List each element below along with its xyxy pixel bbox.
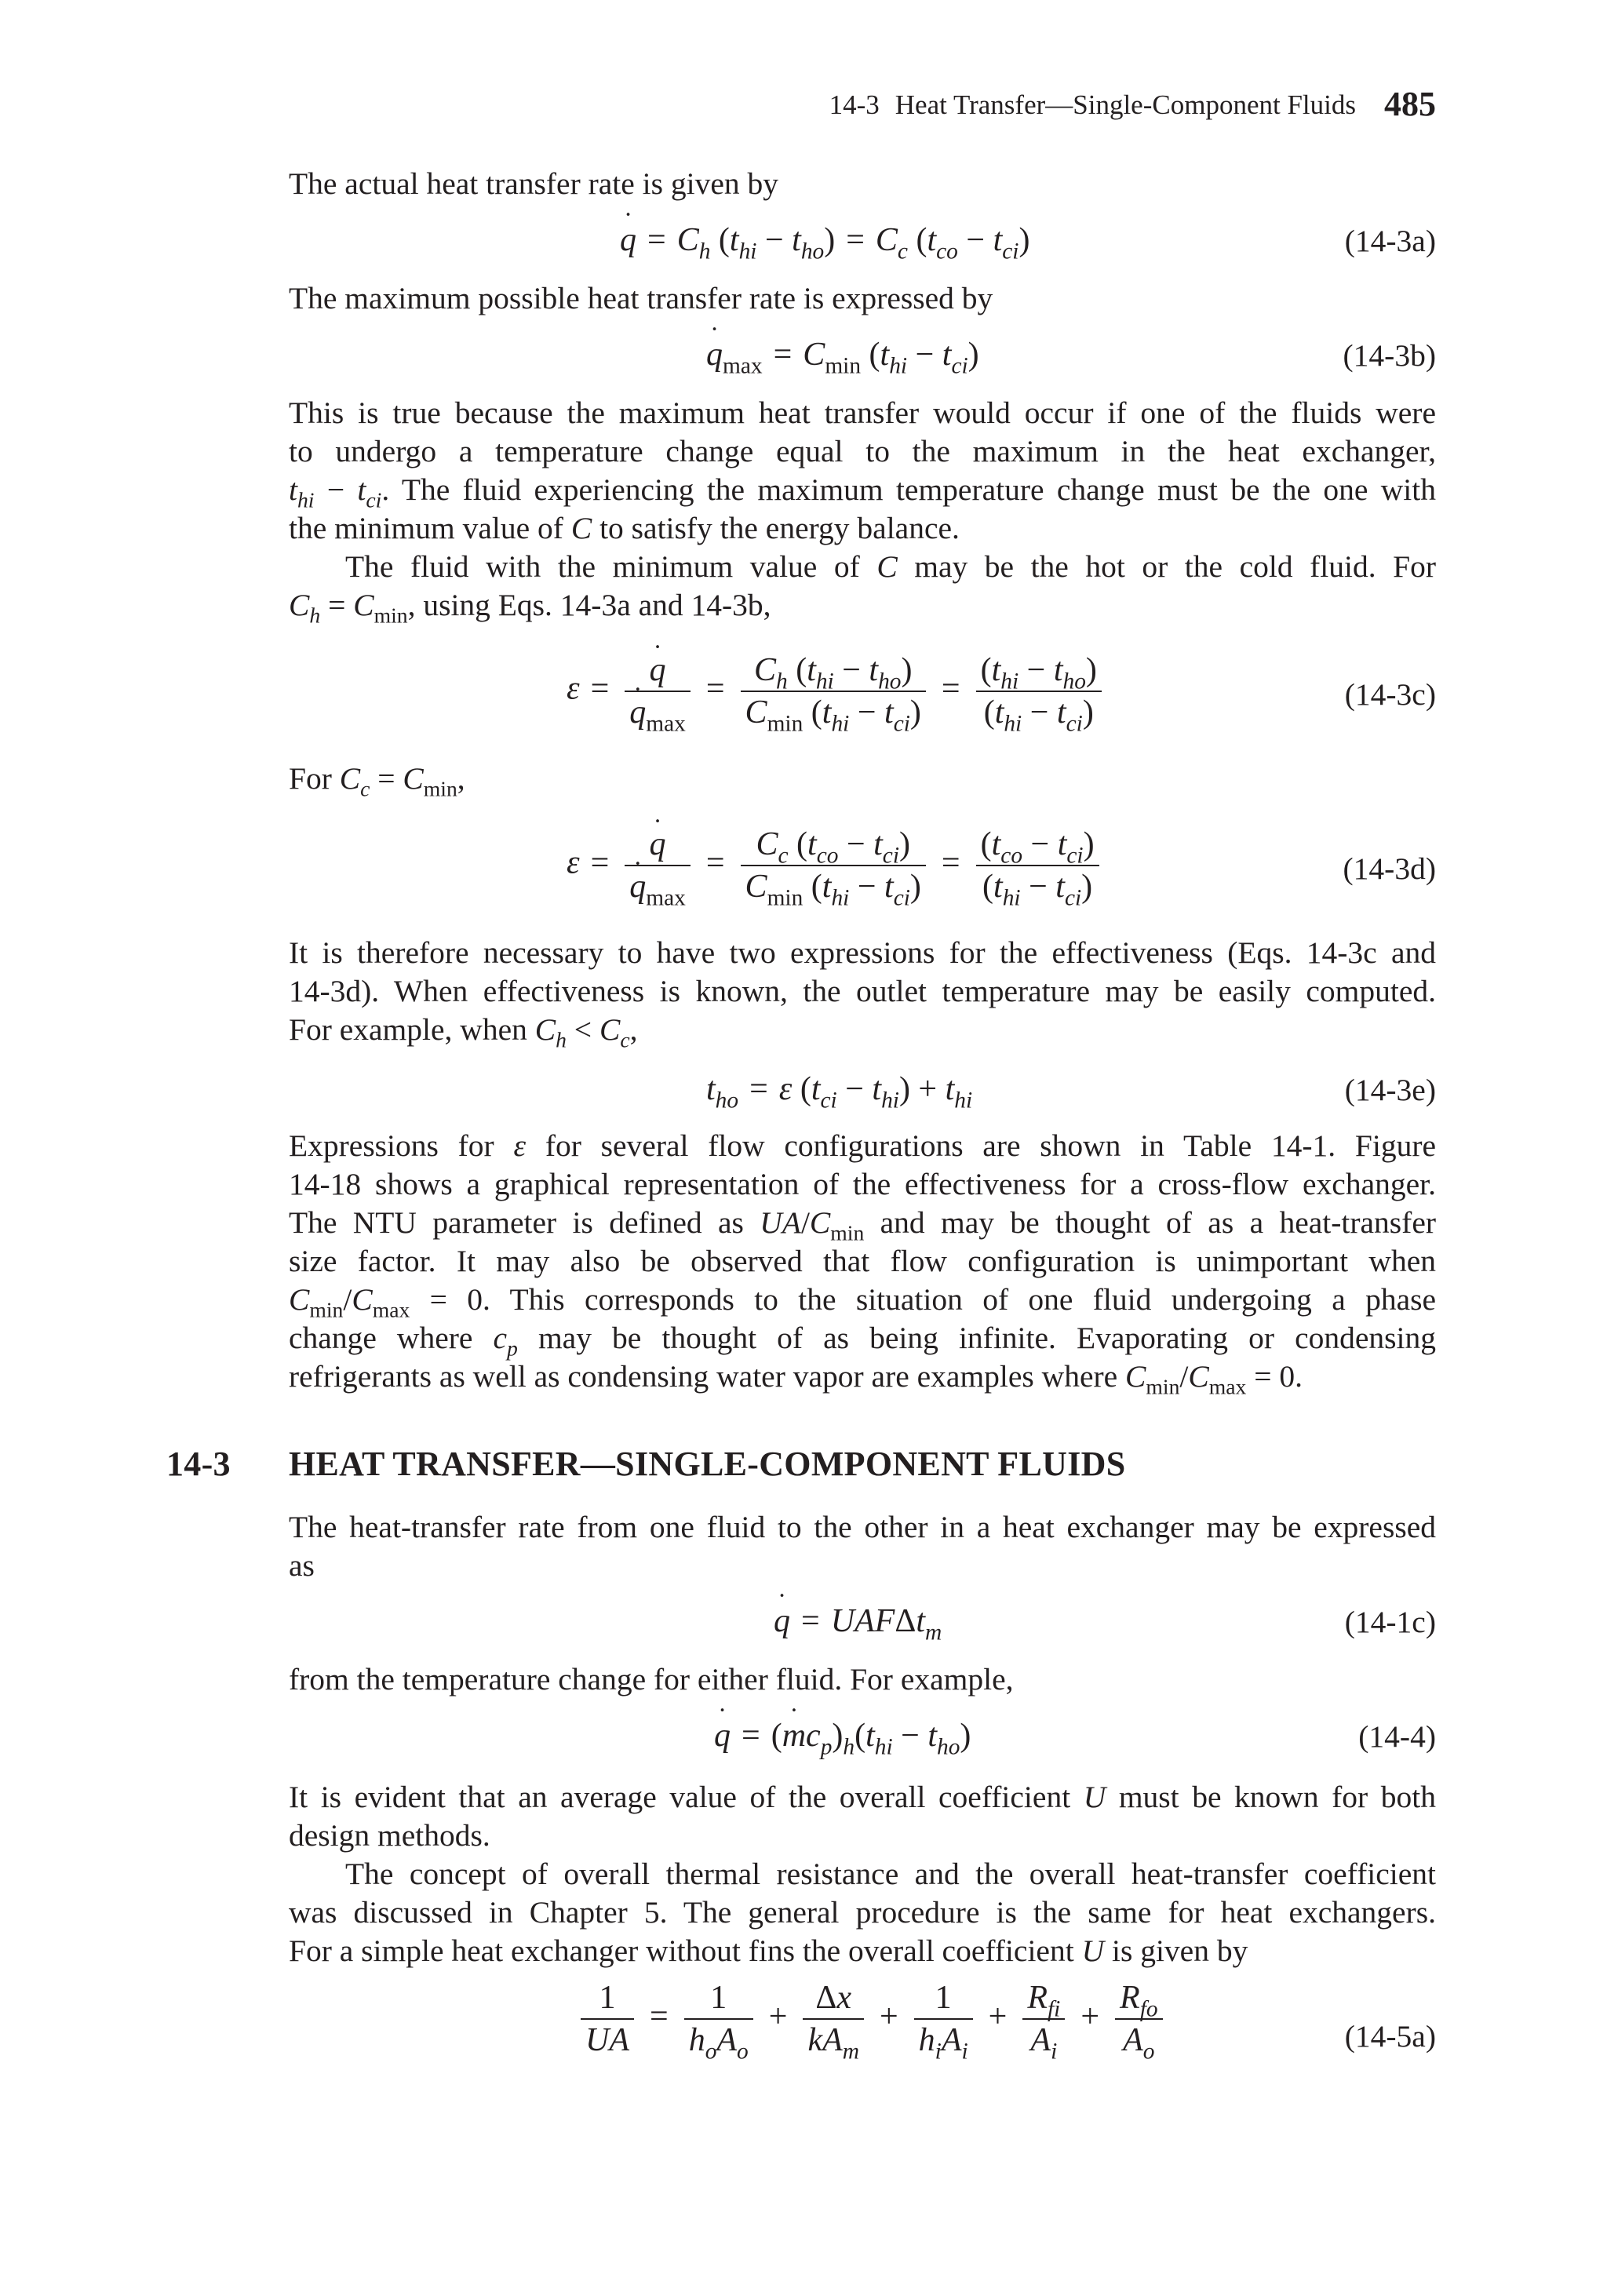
equation-14-5a: $\frac{1}{UA}$ = $\frac{1}{h_oA_o}$ + $\frac{\Delta x}{kA_m}$ + $\frac{1}{h_iA_i}$ + $\frac{R_{fi}}{A_i}$ + $\frac{R_{fo}}{A_o}$ bbox=[576, 1977, 1168, 2061]
equation-number: (14-1c) bbox=[1344, 1605, 1436, 1639]
equation-14-3c: ε = ˙ q ˙ $q_{max}$ = $\frac{C_h (t_{hi} - t_{ho})}{C_{min} (t_{hi} - t_{ci})}$ = $\frac{(t_{hi} - t_{ho})}{(t_{hi} - t_{ci})}$ bbox=[567, 650, 1106, 733]
text-line: It is evident that an average value of the overall coefficient U must be known for both bbox=[289, 1780, 1436, 1814]
text-line: size factor. It may also be observed that flow configuration is unimportant when bbox=[289, 1244, 1436, 1278]
text-line: $C_{min}/C_{max} = 0$. This corresponds to the situation of one fluid undergoing a phase bbox=[289, 1282, 1437, 1322]
text-line: refrigerants as well as condensing water vapor are examples where $C_{min}/C_{max} = 0$. bbox=[289, 1359, 1303, 1399]
equation-number: (14-3b) bbox=[1343, 338, 1436, 373]
equation-14-3b: ˙ $q_{max} = C_{min}$ $(t_{hi} - t_{ci})$ bbox=[706, 336, 979, 374]
equation-14-4: ˙ q = (˙ $mc_p)_h(t_{hi} - t_{ho})$ bbox=[714, 1717, 971, 1755]
page-number: 485 bbox=[1384, 85, 1436, 123]
equation-14-3e: $t_{ho} = \varepsilon$ $(t_{ci} - t_{hi}) + t_{hi}$ bbox=[706, 1071, 973, 1113]
paragraph bbox=[289, 1508, 1436, 1585]
text-line: For a simple heat exchanger without fins the overall coefficient U is given by bbox=[289, 1933, 1248, 1968]
text-line: $C_h = C_{min}$, using Eqs. 14-3a and 14-3b, bbox=[289, 588, 771, 628]
paragraph bbox=[289, 1127, 1437, 1399]
equation-number: (14-5a) bbox=[1344, 2019, 1436, 2054]
text-line: This is true because the maximum heat transfer would occur if one of the fluids were bbox=[289, 395, 1436, 430]
text-line: design methods. bbox=[289, 1818, 490, 1853]
text-line: It is therefore necessary to have two expressions for the effectiveness (Eqs. 14-3c and bbox=[289, 935, 1436, 970]
header-title: Heat Transfer—Single-Component Fluids bbox=[895, 89, 1356, 120]
equation-14-3d: ε = ˙ q ˙ $q_{max}$ = $\frac{C_c (t_{co} - t_{ci})}{C_{min} (t_{hi} - t_{ci})}$ = $\frac{(t_{co} - t_{ci})}{(t_{hi} - t_{ci})}$ bbox=[567, 824, 1104, 907]
paragraph-text: from the temperature change for either fluid. For example, bbox=[289, 1662, 1014, 1696]
paragraph-text: The maximum possible heat transfer rate is expressed by bbox=[289, 281, 993, 315]
paragraph-intro bbox=[289, 165, 1436, 203]
equation-number: (14-3e) bbox=[1344, 1073, 1436, 1107]
paragraph bbox=[289, 279, 1436, 318]
equation-14-1c: ˙ q = UAFΔt$_m$ bbox=[774, 1602, 942, 1640]
equation-number: (14-4) bbox=[1358, 1719, 1436, 1754]
text-line: Expressions for ε for several flow configurations are shown in Table 14-1. Figure bbox=[289, 1128, 1437, 1163]
paragraph bbox=[289, 548, 1437, 628]
paragraph bbox=[289, 1660, 1436, 1699]
paragraph bbox=[289, 934, 1436, 1052]
text-line: 14-3d). When effectiveness is known, the outlet temperature may be easily computed. bbox=[289, 974, 1436, 1008]
header-section: 14-3 bbox=[829, 89, 880, 120]
text-line: For $C_c = C_{min}$, bbox=[289, 761, 465, 801]
running-header bbox=[777, 85, 1436, 125]
text-line: The fluid with the minimum value of C may be the hot or the cold fluid. For bbox=[345, 549, 1437, 584]
text-line: the minimum value of C to satisfy the energy balance. bbox=[289, 511, 960, 545]
text-line: For example, when $C_h < C_c$, bbox=[289, 1012, 638, 1052]
paragraph bbox=[289, 1778, 1436, 1855]
equation-number: (14-3c) bbox=[1344, 677, 1436, 712]
text-line: was discussed in Chapter 5. The general procedure is the same for heat exchangers. bbox=[289, 1895, 1436, 1930]
paragraph bbox=[289, 760, 1436, 801]
text-line: change where $c_p$ may be thought of as being infinite. Evaporating or condensing bbox=[289, 1321, 1437, 1361]
text-line: 14-18 shows a graphical representation of the effectiveness for a cross-flow exchanger. bbox=[289, 1167, 1436, 1201]
text-line: The NTU parameter is defined as $UA/C_{min}$ and may be thought of as a heat-transfer bbox=[289, 1205, 1437, 1245]
section-heading bbox=[166, 1444, 1125, 1484]
section-number: 14-3 bbox=[166, 1445, 231, 1483]
section-title: HEAT TRANSFER—SINGLE-COMPONENT FLUIDS bbox=[289, 1445, 1126, 1483]
text-line: The concept of overall thermal resistance and the overall heat-transfer coefficient bbox=[345, 1857, 1436, 1891]
equation-number: (14-3d) bbox=[1343, 851, 1436, 886]
text-line: The heat-transfer rate from one fluid to the other in a heat exchanger may be expressed bbox=[289, 1510, 1436, 1544]
paragraph-text: The actual heat transfer rate is given by bbox=[289, 166, 779, 201]
equation-14-3a: ˙ $q = C_h$ $(t_{hi} - t_{ho}) = C_c$ $(t_{co} - t_{ci})$ bbox=[620, 221, 1029, 259]
text-line: to undergo a temperature change equal to the maximum in the heat exchanger, bbox=[289, 434, 1436, 468]
equation-number: (14-3a) bbox=[1344, 224, 1436, 258]
text-line: $t_{hi} - t_{ci}$. The fluid experiencing the maximum temperature change must be the one with bbox=[289, 472, 1436, 512]
text-line: as bbox=[289, 1548, 315, 1583]
paragraph bbox=[289, 394, 1436, 548]
paragraph bbox=[289, 1855, 1436, 1970]
